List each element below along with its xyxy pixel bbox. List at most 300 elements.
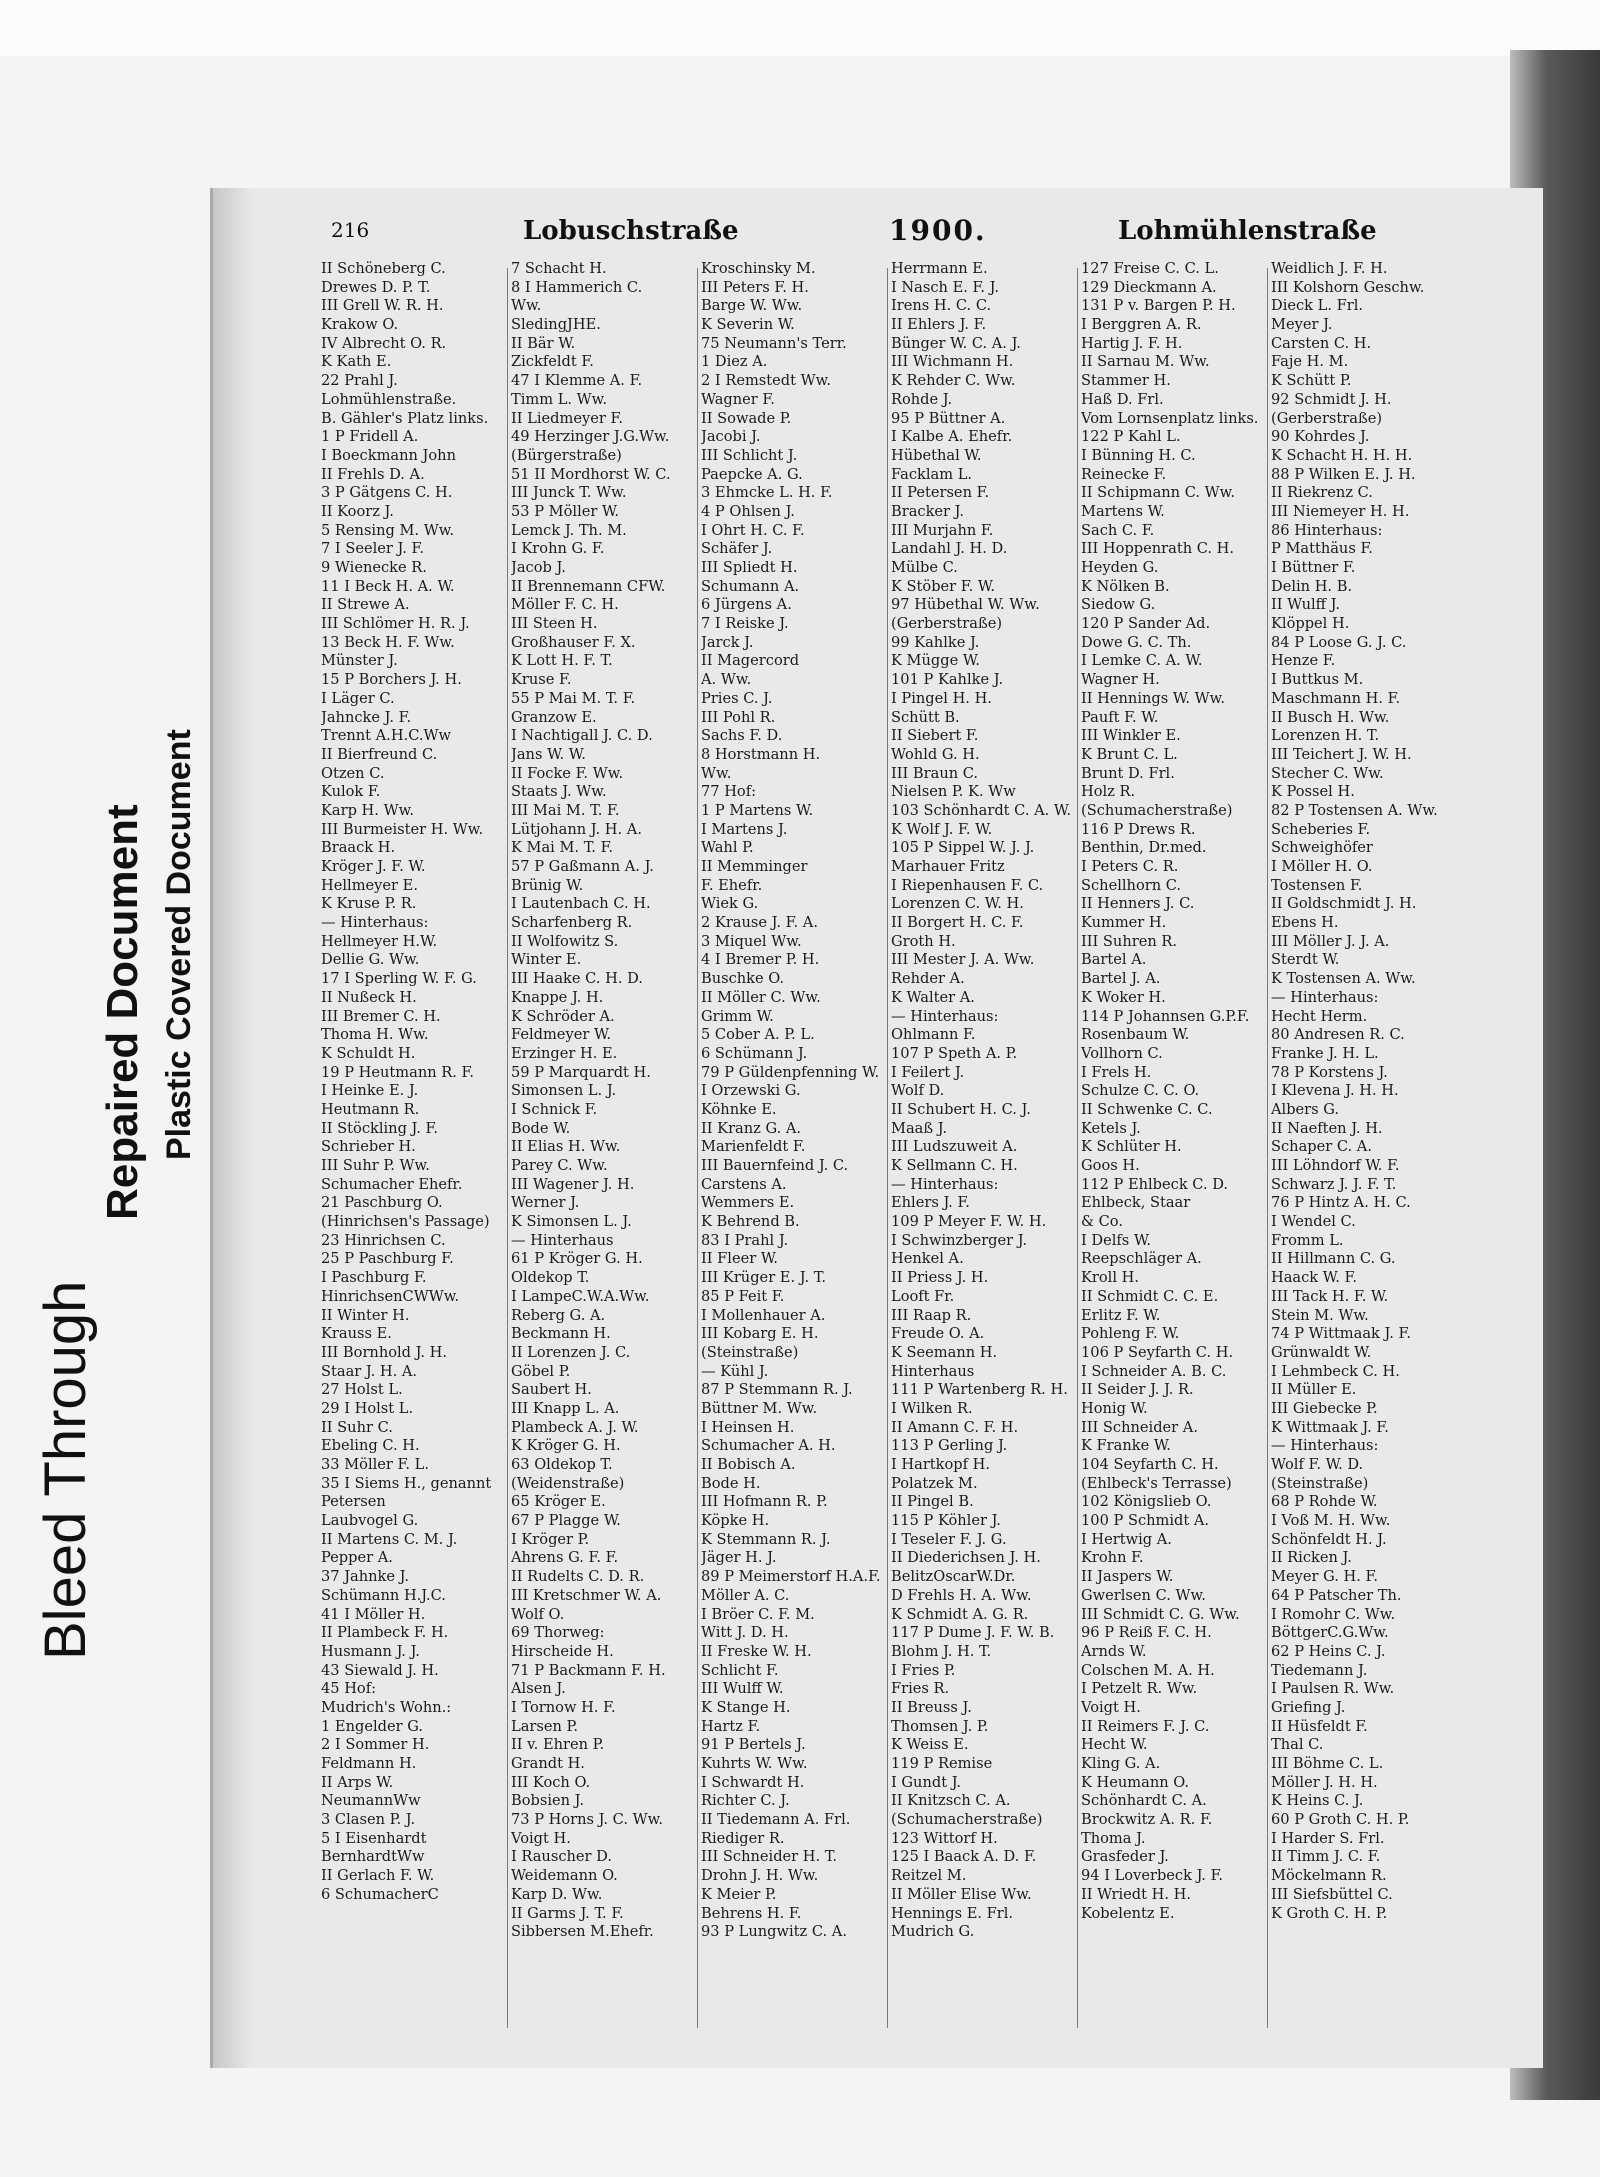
- directory-entry: I Heinsen H.: [701, 1418, 795, 1436]
- directory-entry: III Giebecke P.: [1271, 1399, 1378, 1417]
- directory-entry: 74 P Wittmaak J. F.: [1271, 1325, 1412, 1343]
- directory-entry: 8 I Hammerich C.: [511, 278, 643, 296]
- directory-entry: 4 P Ohlsen J.: [701, 502, 795, 520]
- directory-entry: Feldmeyer W.: [511, 1026, 612, 1044]
- directory-entry: Honig W.: [1081, 1399, 1148, 1417]
- directory-entry: 7 Schacht H.: [511, 260, 607, 277]
- directory-entry: Schrieber H.: [321, 1138, 416, 1156]
- directory-entry: Hellmeyer H.W.: [321, 932, 438, 950]
- directory-entry: 84 P Loose G. J. C.: [1271, 633, 1407, 651]
- directory-entry: Looft Fr.: [891, 1287, 955, 1305]
- directory-entry: I Möller H. O.: [1271, 858, 1373, 875]
- directory-entry: Griefing J.: [1271, 1698, 1346, 1716]
- directory-entry: (Gerberstraße): [891, 615, 1003, 633]
- directory-entry: Richter C. J.: [701, 1792, 790, 1810]
- directory-entry: II Seider J. J. R.: [1081, 1381, 1194, 1399]
- directory-entry: 102 Königslieb O.: [1081, 1493, 1212, 1511]
- directory-entry: II Jaspers W.: [1081, 1568, 1174, 1586]
- directory-entry: II Ricken J.: [1271, 1549, 1352, 1567]
- directory-entry: 109 P Meyer F. W. H.: [891, 1213, 1047, 1231]
- directory-entry: II Timm J. C. F.: [1271, 1848, 1381, 1866]
- directory-entry: 115 P Köhler J.: [891, 1512, 1001, 1530]
- directory-entry: II Schipmann C. Ww.: [1081, 484, 1236, 502]
- directory-entry: 1 P Fridell A.: [321, 428, 419, 446]
- directory-entry: 88 P Wilken E. J. H.: [1271, 465, 1416, 483]
- directory-entry: II Hillmann C. G.: [1271, 1250, 1396, 1268]
- directory-entry: I Klevena J. H. H.: [1271, 1082, 1399, 1100]
- directory-entry: Benthin, Dr.med.: [1081, 839, 1207, 857]
- directory-entry: Groth H.: [891, 932, 956, 950]
- directory-entry: III Burmeister H. Ww.: [321, 820, 484, 838]
- directory-entry: II Kranz G. A.: [701, 1119, 802, 1137]
- directory-entry: 68 P Rohde W.: [1271, 1493, 1378, 1511]
- bleed-through-label: Bleed Through: [33, 1280, 98, 1660]
- directory-entry: Kröger J. F. W.: [321, 858, 426, 875]
- directory-entry: Reinecke F.: [1081, 465, 1167, 483]
- directory-entry: I Delfs W.: [1081, 1231, 1152, 1249]
- directory-entry: III Schneider H. T.: [701, 1848, 838, 1866]
- directory-entry: III Grell W. R. H.: [321, 297, 444, 315]
- directory-entry: II Nußeck H.: [321, 988, 417, 1006]
- directory-entry: I Ohrt H. C. F.: [701, 521, 805, 539]
- directory-entry: Mudrich's Wohn.:: [321, 1698, 452, 1716]
- directory-entry: Mülbe C.: [891, 559, 958, 576]
- directory-entry: Albers G.: [1271, 1100, 1340, 1118]
- directory-entry: F. Ehefr.: [701, 876, 763, 894]
- directory-entry: III Niemeyer H. H.: [1271, 502, 1410, 520]
- directory-entry: Lohmühlenstraße.: [321, 390, 457, 408]
- directory-entry: I Bröer C. F. M.: [701, 1605, 815, 1623]
- directory-entry: II Garms J. T. F.: [511, 1904, 624, 1922]
- directory-entry: 9 Wienecke R.: [321, 559, 427, 576]
- directory-entry: 11 I Beck H. A. W.: [321, 577, 455, 595]
- directory-entry: BöttgerC.G.Ww.: [1271, 1624, 1389, 1642]
- directory-entry: Wemmers E.: [701, 1194, 795, 1212]
- directory-entry: K Schlüter H.: [1081, 1138, 1182, 1156]
- directory-entry: Heutmann R.: [321, 1100, 420, 1118]
- directory-entry: 1 P Martens W.: [701, 801, 814, 819]
- directory-entry: 95 P Büttner A.: [891, 409, 1006, 427]
- directory-entry: II Riekrenz C.: [1271, 484, 1373, 502]
- directory-entry: Schumann A.: [701, 577, 800, 595]
- directory-entry: Kuhrts W. Ww.: [701, 1755, 808, 1772]
- directory-entry: 125 I Baack A. D. F.: [891, 1848, 1037, 1866]
- directory-entry: Hennings E. Frl.: [891, 1904, 1014, 1922]
- directory-entry: II Wriedt H. H.: [1081, 1885, 1192, 1903]
- directory-entry: III Steen H.: [511, 615, 598, 633]
- directory-entry: Riediger R.: [701, 1829, 785, 1847]
- directory-entry: (Steinstraße): [701, 1343, 799, 1361]
- directory-entry: Schumacher A. H.: [701, 1437, 836, 1455]
- directory-entry: Staats J. Ww.: [511, 783, 607, 801]
- directory-entry: II Schwenke C. C.: [1081, 1100, 1213, 1118]
- directory-entry: 94 I Loverbeck J. F.: [1081, 1867, 1224, 1885]
- directory-entry: Schümann H.J.C.: [321, 1586, 446, 1604]
- directory-entry: 47 I Klemme A. F.: [511, 372, 643, 390]
- directory-entry: Voigt H.: [1081, 1698, 1141, 1716]
- directory-entry: III Ludszuweit A.: [891, 1138, 1018, 1156]
- directory-entry: 6 SchumacherC: [321, 1885, 439, 1903]
- directory-entry: III Kolshorn Geschw.: [1271, 278, 1425, 296]
- directory-entry: Büttner M. Ww.: [701, 1399, 818, 1417]
- directory-page: [210, 188, 1543, 2068]
- directory-entry: 3 P Gätgens C. H.: [321, 484, 453, 502]
- directory-entry: K Walter A.: [891, 988, 975, 1006]
- column-rule: [887, 268, 888, 2028]
- directory-entry: K Seemann H.: [891, 1343, 998, 1361]
- header-year: 1900.: [889, 214, 987, 247]
- directory-entry: Ww.: [511, 297, 542, 315]
- directory-entry: III Bornhold J. H.: [321, 1343, 448, 1361]
- directory-entry: K Stöber F. W.: [891, 577, 995, 595]
- directory-entry: Simonsen L. J.: [511, 1082, 617, 1100]
- directory-entry: Trennt A.H.C.Ww: [321, 727, 451, 745]
- directory-entry: III Schmidt C. G. Ww.: [1081, 1605, 1240, 1623]
- directory-entry: Meyer G. H. F.: [1271, 1568, 1378, 1586]
- directory-entry: Goos H.: [1081, 1157, 1140, 1174]
- directory-entry: III Hoppenrath C. H.: [1081, 540, 1235, 558]
- directory-entry: K Kruse P. R.: [321, 895, 417, 913]
- directory-entry: I Rauscher D.: [511, 1848, 612, 1866]
- directory-entry: I Feilert J.: [891, 1063, 965, 1081]
- directory-entry: 17 I Sperling W. F. G.: [321, 970, 477, 988]
- directory-entry: II Bierfreund C.: [321, 745, 438, 763]
- directory-entry: Laubvogel G.: [321, 1512, 419, 1530]
- directory-entry: 99 Kahlke J.: [891, 633, 980, 651]
- directory-entry: 114 P Johannsen G.P.F.: [1081, 1007, 1250, 1025]
- directory-entry: 59 P Marquardt H.: [511, 1063, 651, 1081]
- directory-entry: Polatzek M.: [891, 1474, 978, 1492]
- directory-entry: Drohn J. H. Ww.: [701, 1867, 819, 1885]
- directory-entry: Parey C. Ww.: [511, 1157, 608, 1174]
- directory-entry: K Heumann O.: [1081, 1773, 1190, 1791]
- directory-entry: Jahncke J. F.: [321, 708, 412, 726]
- directory-entry: Facklam L.: [891, 465, 973, 483]
- directory-entry: Karp H. Ww.: [321, 801, 414, 819]
- directory-entry: Irens H. C. C.: [891, 297, 992, 315]
- directory-entry: HinrichsenCWWw.: [321, 1287, 460, 1305]
- directory-entry: 92 Schmidt J. H.: [1271, 390, 1392, 408]
- directory-entry: II Rudelts C. D. R.: [511, 1568, 645, 1586]
- directory-entry: I Nasch E. F. J.: [891, 278, 999, 296]
- directory-entry: III Mester J. A. Ww.: [891, 951, 1035, 969]
- directory-entry: 60 P Groth C. H. P.: [1271, 1811, 1410, 1829]
- directory-entry: Krakow O.: [321, 316, 399, 334]
- directory-entry: Möller J. H. H.: [1271, 1773, 1378, 1791]
- directory-entry: III Wichmann H.: [891, 353, 1014, 371]
- directory-entry: Kruse F.: [511, 671, 572, 689]
- directory-entry: 22 Prahl J.: [321, 372, 398, 390]
- directory-entry: II Knitzsch C. A.: [891, 1792, 1011, 1810]
- directory-entry: Siedow G.: [1081, 596, 1156, 614]
- directory-entry: I Paulsen R. Ww.: [1271, 1680, 1395, 1698]
- directory-entry: Bünger W. C. A. J.: [891, 334, 1021, 352]
- directory-entry: K Rehder C. Ww.: [891, 372, 1016, 390]
- directory-entry: 123 Wittorf H.: [891, 1829, 998, 1847]
- directory-entry: 120 P Sander Ad.: [1081, 615, 1211, 633]
- directory-entry: Voigt H.: [511, 1829, 571, 1847]
- directory-entry: Stammer H.: [1081, 372, 1171, 390]
- directory-entry: Carstens A.: [701, 1175, 787, 1193]
- directory-entry: Stein M. Ww.: [1271, 1306, 1369, 1324]
- directory-entry: 33 Möller F. L.: [321, 1456, 429, 1473]
- directory-entry: 116 P Drews R.: [1081, 820, 1196, 838]
- directory-entry: Scharfenberg R.: [511, 914, 633, 932]
- directory-entry: II Memminger: [701, 858, 808, 875]
- directory-entry: 64 P Patscher Th.: [1271, 1586, 1402, 1604]
- directory-entry: 1 Diez A.: [701, 353, 768, 371]
- directory-entry: K Behrend B.: [701, 1213, 800, 1231]
- directory-entry: K Nölken B.: [1081, 577, 1170, 595]
- directory-entry: II Focke F. Ww.: [511, 764, 624, 782]
- directory-entry: Krauss E.: [321, 1325, 392, 1343]
- directory-entry: K Schuldt H.: [321, 1044, 416, 1062]
- directory-entry: I Tornow H. F.: [511, 1698, 616, 1716]
- directory-entry: II Suhr C.: [321, 1418, 393, 1436]
- directory-entry: K Schütt P.: [1271, 372, 1352, 390]
- directory-entry: K Schröder A.: [511, 1007, 615, 1025]
- directory-entry: K Heins C. J.: [1271, 1792, 1364, 1810]
- directory-entry: 55 P Mai M. T. F.: [511, 689, 636, 707]
- directory-entry: 77 Hof:: [701, 783, 757, 801]
- directory-entry: Schweighöfer: [1271, 839, 1373, 857]
- directory-entry: Franke J. H. L.: [1271, 1044, 1379, 1062]
- directory-entry: I Buttkus M.: [1271, 671, 1364, 689]
- directory-entry: Delin H. B.: [1271, 577, 1353, 595]
- directory-entry: & Co.: [1081, 1213, 1123, 1231]
- directory-entry: II Freske W. H.: [701, 1642, 812, 1660]
- directory-entry: Tostensen F.: [1271, 876, 1363, 894]
- directory-entry: 85 P Feit F.: [701, 1287, 785, 1305]
- directory-entry: I Büttner F.: [1271, 559, 1356, 576]
- directory-entry: Kobelentz E.: [1081, 1904, 1175, 1922]
- directory-entry: I Petzelt R. Ww.: [1081, 1680, 1198, 1698]
- directory-entry: III Kobarg E. H.: [701, 1325, 819, 1343]
- directory-entry: (Bürgerstraße): [511, 446, 622, 464]
- directory-entry: II Schmidt C. C. E.: [1081, 1287, 1219, 1305]
- directory-entry: Carsten C. H.: [1271, 334, 1372, 352]
- directory-entry: Schäfer J.: [701, 540, 773, 558]
- directory-entry: K Mügge W.: [891, 652, 980, 670]
- directory-entry: Zickfeldt F.: [511, 353, 594, 371]
- directory-entry: Kroschinsky M.: [701, 260, 816, 277]
- directory-entry: III Mai M. T. F.: [511, 801, 620, 819]
- directory-entry: Ahrens G. F. F.: [511, 1549, 619, 1567]
- directory-entry: Sachs F. D.: [701, 727, 783, 745]
- directory-entry: I Nachtigall J. C. D.: [511, 727, 653, 745]
- directory-entry: K Wittmaak J. F.: [1271, 1418, 1389, 1436]
- directory-entry: Beckmann H.: [511, 1325, 611, 1343]
- directory-entry: Sibbersen M.Ehefr.: [511, 1923, 654, 1941]
- page-gutter-shadow: [213, 188, 253, 2068]
- directory-entry: 1 Engelder G.: [321, 1717, 423, 1735]
- directory-entry: Hartz F.: [701, 1717, 761, 1735]
- directory-entry: II Magercord: [701, 652, 800, 670]
- directory-entry: III Haake C. H. D.: [511, 970, 643, 988]
- directory-entry: II Liedmeyer F.: [511, 409, 623, 427]
- directory-entry: Pepper A.: [321, 1549, 393, 1567]
- directory-entry: K Groth C. H. P.: [1271, 1904, 1388, 1922]
- directory-entry: Lemck J. Th. M.: [511, 521, 627, 539]
- directory-entry: Maaß J.: [891, 1119, 948, 1137]
- directory-columns: [321, 260, 1438, 2040]
- directory-entry: III Bremer C. H.: [321, 1007, 441, 1025]
- directory-entry: Thoma H. Ww.: [321, 1026, 429, 1044]
- directory-entry: Schütt B.: [891, 708, 960, 726]
- directory-entry: Alsen J.: [511, 1680, 566, 1698]
- directory-entry: I Lautenbach C. H.: [511, 895, 651, 913]
- directory-entry: II Stöckling J. F.: [321, 1119, 439, 1137]
- directory-entry: 21 Paschburg O.: [321, 1194, 443, 1212]
- directory-entry: Thomsen J. P.: [891, 1717, 989, 1735]
- directory-entry: I Krohn G. F.: [511, 540, 605, 558]
- directory-entry: Sterdt W.: [1271, 951, 1340, 969]
- directory-entry: Bode W.: [511, 1119, 571, 1137]
- directory-entry: I Fries P.: [891, 1661, 956, 1679]
- directory-entry: 63 Oldekop T.: [511, 1456, 613, 1473]
- directory-entry: 69 Thorweg:: [511, 1624, 605, 1642]
- directory-entry: 25 P Paschburg F.: [321, 1250, 454, 1268]
- directory-entry: 96 P Reiß F. C. H.: [1081, 1624, 1212, 1642]
- directory-entry: III Krüger E. J. T.: [701, 1269, 826, 1287]
- directory-entry: 3 Ehmcke L. H. F.: [701, 484, 833, 502]
- directory-entry: Kroll H.: [1081, 1269, 1140, 1287]
- directory-entry: II Winter H.: [321, 1306, 410, 1324]
- directory-entry: I Schwardt H.: [701, 1773, 805, 1791]
- directory-entry: Ebens H.: [1271, 914, 1339, 932]
- directory-entry: Thal C.: [1271, 1736, 1324, 1754]
- column-rule: [697, 268, 698, 2028]
- directory-entry: I Boeckmann John: [321, 446, 456, 464]
- directory-entry: Wolf D.: [891, 1082, 945, 1100]
- directory-entry: 45 Hof:: [321, 1680, 377, 1698]
- directory-entry: 122 P Kahl L.: [1081, 428, 1181, 446]
- header-right-street: Lohmühlenstraße: [1118, 216, 1377, 246]
- directory-entry: Möller A. C.: [701, 1586, 790, 1604]
- directory-entry: Karp D. Ww.: [511, 1885, 603, 1903]
- directory-entry: Larsen P.: [511, 1717, 579, 1735]
- directory-entry: Schlicht F.: [701, 1661, 779, 1679]
- directory-entry: K Wolf J. F. W.: [891, 820, 993, 838]
- directory-entry: B. Gähler's Platz links.: [321, 409, 489, 427]
- directory-entry: I Mollenhauer A.: [701, 1306, 826, 1324]
- directory-entry: Wahl P.: [701, 839, 754, 857]
- directory-entry: — Hinterhaus:: [1271, 988, 1379, 1006]
- directory-entry: Reepschläger A.: [1081, 1250, 1202, 1268]
- directory-entry: K Severin W.: [701, 316, 795, 334]
- directory-entry: Bobsien J.: [511, 1792, 585, 1810]
- directory-entry: K Lott H. F. T.: [511, 652, 613, 670]
- directory-entry: II Petersen F.: [891, 484, 990, 502]
- directory-entry: Wiek G.: [701, 895, 759, 913]
- directory-entry: Fromm L.: [1271, 1231, 1344, 1249]
- directory-entry: 2 I Remstedt Ww.: [701, 372, 832, 390]
- directory-entry: Timm L. Ww.: [511, 390, 608, 408]
- directory-entry: I Schnick F.: [511, 1100, 598, 1118]
- directory-entry: Stecher C. Ww.: [1271, 764, 1384, 782]
- directory-entry: 113 P Gerling J.: [891, 1437, 1008, 1455]
- directory-entry: III Böhme C. L.: [1271, 1755, 1384, 1772]
- directory-entry: Bracker J.: [891, 502, 965, 520]
- directory-entry: — Hinterhaus:: [321, 914, 429, 932]
- directory-entry: II Gerlach F. W.: [321, 1867, 435, 1885]
- directory-entry: Haack W. F.: [1271, 1269, 1357, 1287]
- directory-entry: Braack H.: [321, 839, 396, 857]
- directory-entry: Winter E.: [511, 951, 582, 969]
- directory-entry: 5 Cober A. P. L.: [701, 1026, 815, 1044]
- directory-entry: I Romohr C. Ww.: [1271, 1605, 1396, 1623]
- directory-entry: 117 P Dume J. F. W. B.: [891, 1624, 1055, 1642]
- directory-entry: Pries C. J.: [701, 689, 773, 707]
- directory-entry: I Kröger P.: [511, 1530, 590, 1548]
- directory-entry: I Hartkopf H.: [891, 1456, 991, 1473]
- directory-entry: I Gundt J.: [891, 1773, 962, 1791]
- column-2: [511, 260, 691, 2040]
- directory-entry: Köpke H.: [701, 1512, 770, 1530]
- directory-entry: 86 Hinterhaus:: [1271, 521, 1383, 539]
- directory-entry: Blohm J. H. T.: [891, 1642, 992, 1660]
- directory-entry: Arnds W.: [1081, 1642, 1147, 1660]
- directory-entry: Jacobi J.: [701, 428, 761, 446]
- directory-entry: Pohleng F. W.: [1081, 1325, 1180, 1343]
- directory-entry: 79 P Güldenpfenning W.: [701, 1063, 880, 1081]
- directory-entry: (Steinstraße): [1271, 1474, 1369, 1492]
- directory-entry: Rosenbaum W.: [1081, 1026, 1190, 1044]
- directory-entry: D Frehls H. A. Ww.: [891, 1586, 1032, 1604]
- directory-entry: 90 Kohrdes J.: [1271, 428, 1370, 446]
- directory-entry: Reberg G. A.: [511, 1306, 606, 1324]
- directory-entry: I Peters C. R.: [1081, 858, 1179, 875]
- directory-entry: Münster J.: [321, 652, 398, 670]
- directory-entry: 103 Schönhardt C. A. W.: [891, 801, 1071, 819]
- directory-entry: III Wagener J. H.: [511, 1175, 635, 1193]
- directory-entry: I Teseler F. J. G.: [891, 1530, 1007, 1548]
- directory-entry: Hecht Herm.: [1271, 1007, 1368, 1025]
- directory-entry: 7 I Seeler J. F.: [321, 540, 425, 558]
- directory-entry: Holz R.: [1081, 783, 1136, 801]
- directory-entry: 5 Rensing M. Ww.: [321, 521, 455, 539]
- column-4: [891, 260, 1071, 2040]
- directory-entry: Husmann J. J.: [321, 1642, 420, 1660]
- directory-entry: Klöppel H.: [1271, 615, 1350, 633]
- directory-entry: Wagner F.: [701, 390, 775, 408]
- header-left-street: Lobuschstraße: [523, 216, 739, 246]
- directory-entry: III Suhren R.: [1081, 932, 1178, 950]
- directory-entry: II Reimers F. J. C.: [1081, 1717, 1210, 1735]
- directory-entry: III Siefsbüttel C.: [1271, 1885, 1393, 1903]
- directory-entry: II Müller E.: [1271, 1381, 1357, 1399]
- directory-entry: 127 Freise C. C. L.: [1081, 260, 1219, 277]
- directory-entry: 57 P Gaßmann A. J.: [511, 858, 654, 875]
- directory-entry: K Possel H.: [1271, 783, 1355, 801]
- directory-entry: 82 P Tostensen A. Ww.: [1271, 801, 1438, 819]
- directory-entry: Landahl J. H. D.: [891, 540, 1008, 558]
- directory-entry: Krohn F.: [1081, 1549, 1144, 1567]
- directory-entry: 3 Miquel Ww.: [701, 932, 802, 950]
- directory-entry: Haß D. Frl.: [1081, 390, 1164, 408]
- directory-entry: III Kretschmer W. A.: [511, 1586, 662, 1604]
- directory-entry: Schönhardt C. A.: [1081, 1792, 1207, 1810]
- directory-entry: I Frels H.: [1081, 1063, 1152, 1081]
- directory-entry: II Hennings W. Ww.: [1081, 689, 1225, 707]
- directory-entry: Plambeck A. J. W.: [511, 1418, 639, 1436]
- directory-entry: Reitzel M.: [891, 1867, 967, 1885]
- directory-entry: II Koorz J.: [321, 502, 394, 520]
- directory-entry: I Voß M. H. Ww.: [1271, 1512, 1391, 1530]
- directory-entry: K Tostensen A. Ww.: [1271, 970, 1416, 988]
- directory-entry: 62 P Heins C. J.: [1271, 1642, 1386, 1660]
- directory-entry: Rehder A.: [891, 970, 965, 988]
